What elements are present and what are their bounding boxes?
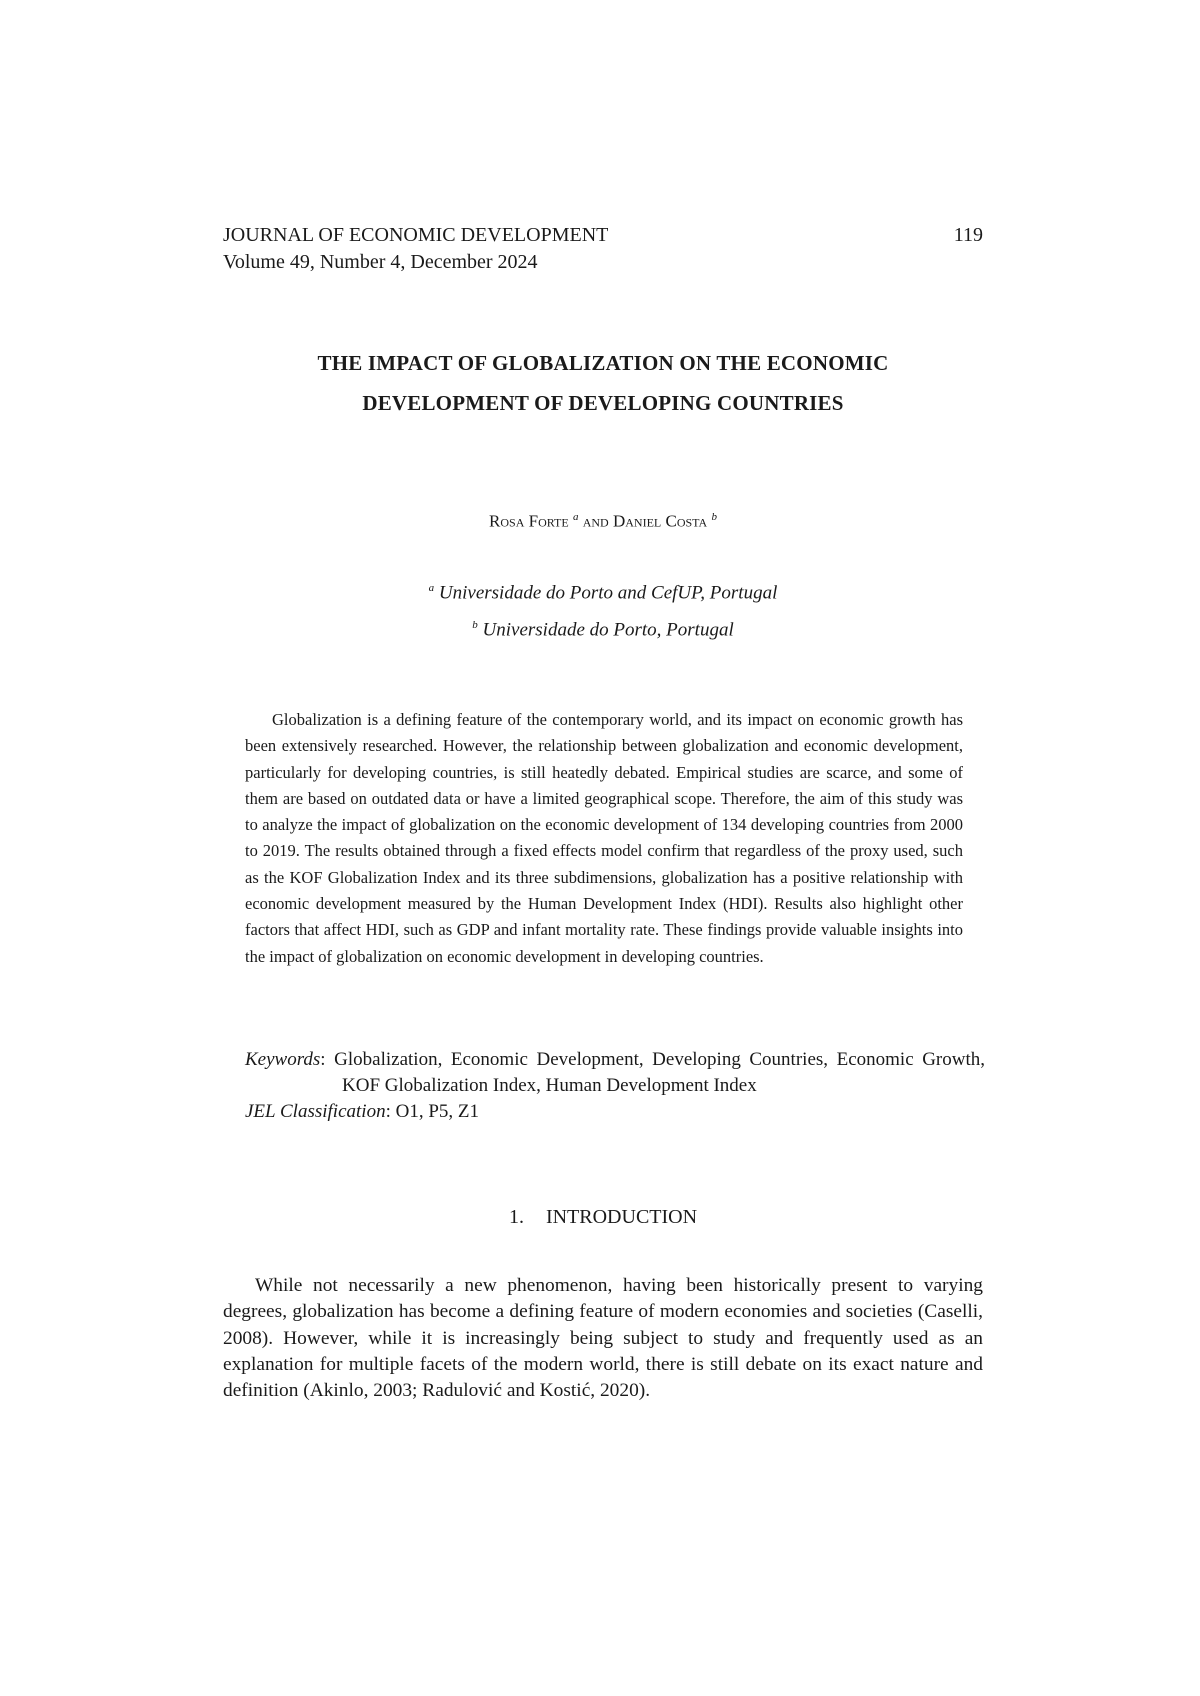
keywords-line: Keywords: Globalization, Economic Development, Developing Countries, Economic Growth, KOF Globalization Index, Human Development Index [245, 1049, 985, 1096]
section-title: INTRODUCTION [545, 1206, 698, 1228]
affiliation-text: Universidade do Porto, Portugal [482, 619, 734, 641]
author-conjunction: and [582, 511, 609, 531]
journal-volume: Volume 49, Number 4, December 2024 [223, 251, 538, 273]
author-affiliation-mark: a [572, 511, 579, 523]
author-list [223, 505, 983, 534]
author-name: Daniel Costa [612, 511, 708, 531]
abstract-paragraph: Globalization is a defining feature of the contemporary world, and its impact on economic growth has been extensively researched. However, the relationship between globalization and economic development, particularly for developing countries, is still heatedly debated. Empirical studies are scarce, and some of them are based on outdated data or have a limited geographical scope. Therefore, the aim of this study was to analyze the impact of globalization on the economic development of 134 developing countries from 2000 to 2019. The results obtained through a fixed effects model confirm that regardless of the proxy used, such as the KOF Globalization Index and its three subdimensions, globalization has a positive relationship with economic development measured by the Human Development Index (HDI). Results also highlight other factors that affect HDI, such as GDP and infant mortality rate. These findings provide valuable insights into the impact of globalization on economic development in developing countries. [245, 710, 963, 966]
keywords-block [245, 1047, 985, 1125]
jel-label: JEL Classification [245, 1101, 386, 1122]
paper-title [223, 343, 983, 423]
keywords-label: Keywords [245, 1049, 321, 1070]
affiliation-mark: a [428, 582, 435, 594]
keywords-text: Globalization, Economic Development, Developing Countries, Economic Growth, KOF Globalization Index, Human Development Index [334, 1049, 985, 1096]
affiliation [223, 575, 983, 606]
journal-name: JOURNAL OF ECONOMIC DEVELOPMENT [223, 224, 609, 246]
affiliation-mark: b [472, 619, 478, 631]
paper-title-line-2: DEVELOPMENT OF DEVELOPING COUNTRIES [362, 391, 844, 415]
page-number: 119 [953, 224, 983, 246]
jel-line: JEL Classification: O1, P5, Z1 [245, 1101, 480, 1122]
author-name: Rosa Forte [489, 511, 569, 531]
affiliation-text: Universidade do Porto and CefUP, Portugal [438, 582, 778, 604]
section-number: 1. [508, 1206, 524, 1228]
section-heading [223, 1203, 983, 1231]
affiliation [223, 612, 983, 643]
author-affiliation-mark: b [711, 511, 717, 523]
jel-codes: O1, P5, Z1 [395, 1101, 480, 1122]
journal-header [223, 222, 983, 276]
paper-title-line-1: THE IMPACT OF GLOBALIZATION ON THE ECONOMIC [317, 351, 889, 375]
intro-paragraph: While not necessarily a new phenomenon, having been historically present to varying degrees, globalization has become a defining feature of modern economies and societies (Caselli, 2008). However, while it is increasingly being subject to study and frequently used as an explanation for multiple facets of the modern world, there is still debate on its exact nature and definition (Akinlo, 2003; Radulović and Kostić, 2020). [223, 1275, 983, 1402]
